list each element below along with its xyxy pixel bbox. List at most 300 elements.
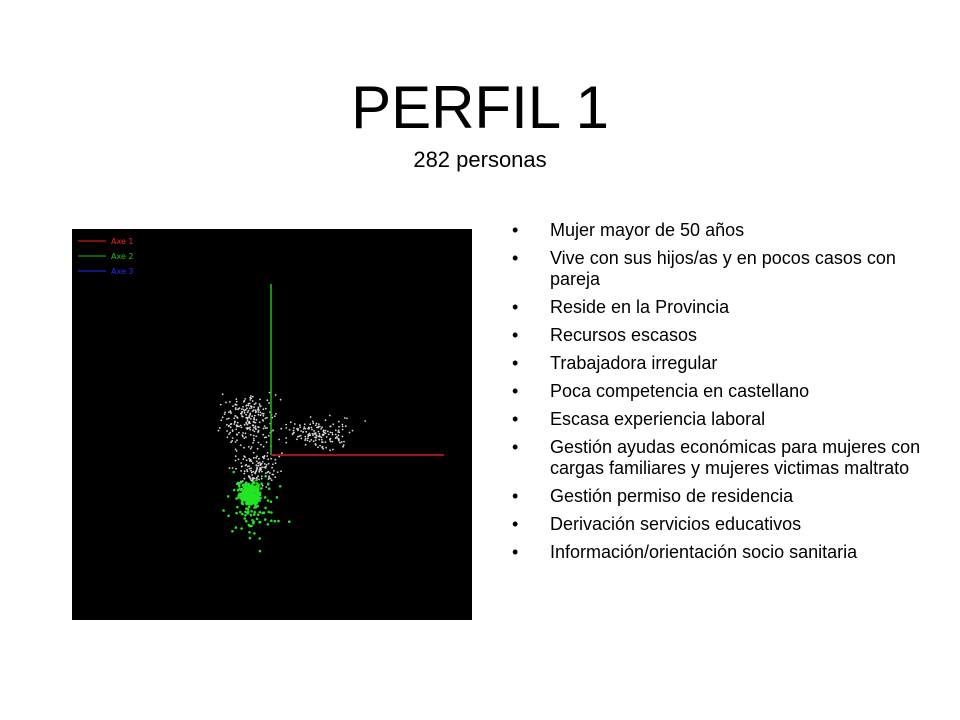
cloud-point: [235, 403, 237, 405]
cloud-point: [313, 440, 315, 442]
cloud-point: [247, 470, 249, 472]
cloud-point: [249, 408, 251, 410]
profile-point: [257, 491, 260, 494]
cloud-point: [258, 414, 260, 416]
bullet-marker: •: [512, 248, 519, 268]
profile-point: [288, 520, 291, 523]
cloud-point: [232, 405, 234, 407]
cloud-point: [260, 414, 262, 416]
cloud-point: [307, 440, 309, 442]
profile-point: [264, 507, 267, 510]
cloud-point: [342, 429, 344, 431]
profile-point: [249, 537, 252, 540]
cloud-point: [338, 431, 340, 433]
profile-point: [242, 489, 245, 492]
cloud-point: [338, 434, 340, 436]
cloud-point: [229, 432, 231, 434]
cloud-point: [244, 410, 246, 412]
cloud-point: [254, 415, 256, 417]
cloud-point: [265, 472, 267, 474]
list-item: [508, 325, 948, 346]
cloud-point: [267, 452, 269, 454]
cloud-point: [235, 455, 237, 457]
cloud-point: [343, 441, 345, 443]
cloud-point: [364, 420, 366, 422]
cloud-point: [342, 424, 344, 426]
cloud-point: [312, 422, 314, 424]
cloud-point: [244, 398, 246, 400]
cloud-point: [265, 418, 267, 420]
cloud-point: [243, 447, 245, 449]
cloud-point: [269, 392, 271, 394]
profile-point: [274, 520, 277, 523]
cloud-point: [262, 408, 264, 410]
list-item: [508, 297, 948, 318]
profile-point: [241, 513, 244, 516]
cloud-point: [244, 400, 246, 402]
cloud-point: [248, 410, 250, 412]
profile-point: [240, 527, 243, 530]
cloud-point: [258, 442, 260, 444]
cloud-point: [241, 426, 243, 428]
profile-point: [253, 486, 256, 489]
cloud-point: [322, 441, 324, 443]
profile-point: [242, 503, 245, 506]
profile-point: [246, 498, 249, 501]
cloud-point: [335, 429, 337, 431]
cloud-point: [337, 438, 339, 440]
cloud-point: [249, 399, 251, 401]
cloud-point: [331, 432, 333, 434]
cloud-point: [252, 462, 254, 464]
profile-point: [247, 487, 250, 490]
cloud-point: [294, 423, 296, 425]
cloud-point: [271, 479, 273, 481]
cloud-point: [251, 415, 253, 417]
bullet-marker: •: [512, 381, 519, 401]
cloud-point: [318, 431, 320, 433]
cloud-point: [252, 425, 254, 427]
cloud-point: [325, 447, 327, 449]
profile-point: [259, 521, 262, 524]
profile-point: [248, 531, 251, 534]
cloud-point: [326, 436, 328, 438]
cloud-point: [263, 415, 265, 417]
list-item: [508, 486, 948, 507]
cloud-point: [245, 436, 247, 438]
profile-point: [261, 512, 264, 515]
cloud-point: [235, 398, 237, 400]
cloud-point: [248, 405, 250, 407]
cloud-point: [319, 433, 321, 435]
cloud-point: [243, 437, 245, 439]
cloud-point: [285, 424, 287, 426]
list-item-text: Recursos escasos: [550, 325, 698, 345]
cloud-point: [255, 457, 257, 459]
cloud-point: [228, 418, 230, 420]
cloud-point: [241, 415, 243, 417]
cloud-point: [220, 419, 222, 421]
profile-point: [242, 496, 245, 499]
profile-point: [267, 483, 270, 486]
profile-point: [243, 517, 246, 520]
cloud-point: [310, 439, 312, 441]
cloud-point: [247, 411, 249, 413]
cloud-point: [232, 429, 234, 431]
bullet-marker: •: [512, 353, 519, 373]
cloud-point: [307, 434, 309, 436]
cloud-point: [262, 461, 264, 463]
cloud-point: [231, 423, 233, 425]
cloud-point: [256, 461, 258, 463]
cloud-point: [262, 434, 264, 436]
cloud-point: [309, 441, 311, 443]
cloud-point: [253, 438, 255, 440]
profile-point: [248, 506, 251, 509]
cloud-point: [255, 425, 257, 427]
cloud-point: [244, 424, 246, 426]
cloud-point: [303, 426, 305, 428]
cloud-point: [349, 432, 351, 434]
cloud-point: [250, 470, 252, 472]
cloud-point: [254, 431, 256, 433]
cloud-point: [299, 424, 301, 426]
cloud-point: [269, 472, 271, 474]
profile-characteristics-list: [508, 220, 948, 570]
cloud-point: [246, 459, 248, 461]
cloud-point: [280, 428, 282, 430]
cloud-point: [257, 407, 259, 409]
cloud-point: [312, 421, 314, 423]
profile-point: [268, 511, 271, 514]
cloud-point: [252, 429, 254, 431]
cloud-point: [253, 440, 255, 442]
cloud-point: [266, 464, 268, 466]
cloud-point: [235, 415, 237, 417]
cloud-point: [266, 441, 268, 443]
profile-point: [259, 550, 262, 553]
cloud-point: [335, 434, 337, 436]
cloud-point: [235, 449, 237, 451]
list-item-text: Poca competencia en castellano: [550, 381, 810, 401]
cloud-point: [244, 478, 246, 480]
profile-point: [250, 514, 253, 517]
cloud-point: [257, 411, 259, 413]
bullet-marker: •: [512, 220, 519, 240]
profile-point: [245, 520, 248, 523]
profile-point: [260, 487, 263, 490]
cloud-point: [343, 444, 345, 446]
cloud-point: [257, 462, 259, 464]
cloud-point: [325, 419, 327, 421]
cloud-point: [257, 426, 259, 428]
cloud-point: [264, 425, 266, 427]
profile-point: [258, 499, 261, 502]
cloud-point: [245, 432, 247, 434]
profile-point: [276, 496, 279, 499]
cloud-point: [245, 422, 247, 424]
cloud-point: [268, 402, 270, 404]
cloud-point: [274, 476, 276, 478]
cloud-point: [248, 458, 250, 460]
cloud-point: [277, 471, 279, 473]
profile-point: [259, 497, 262, 500]
cloud-point: [249, 415, 251, 417]
cloud-point: [259, 403, 261, 405]
profile-point: [256, 518, 259, 521]
factor-plot-canvas: [72, 229, 472, 620]
cloud-point: [253, 457, 255, 459]
cloud-point: [322, 448, 324, 450]
cloud-point: [316, 423, 318, 425]
cloud-point: [315, 424, 317, 426]
profile-point: [240, 481, 243, 484]
cloud-point: [253, 419, 255, 421]
cloud-point: [252, 400, 254, 402]
cloud-point: [341, 441, 343, 443]
cloud-point: [280, 399, 282, 401]
cloud-point: [229, 401, 231, 403]
profile-point: [255, 506, 258, 509]
cloud-point: [236, 450, 238, 452]
profile-point: [238, 484, 241, 487]
profile-point: [244, 491, 247, 494]
cloud-point: [250, 434, 252, 436]
profile-point: [245, 507, 248, 510]
cloud-point: [262, 420, 264, 422]
cloud-point: [258, 479, 260, 481]
profile-point: [251, 519, 254, 522]
list-item-text: Gestión permiso de residencia: [550, 486, 794, 506]
cloud-point: [304, 428, 306, 430]
cloud-point: [261, 478, 263, 480]
cloud-point: [311, 429, 313, 431]
cloud-point: [224, 412, 226, 414]
cloud-point: [338, 426, 340, 428]
cloud-point: [240, 462, 242, 464]
profile-point: [239, 511, 242, 514]
cloud-point: [305, 431, 307, 433]
list-item: [508, 353, 948, 374]
cloud-point: [236, 425, 238, 427]
cloud-point: [255, 435, 257, 437]
cloud-point: [330, 441, 332, 443]
legend-label: Axe 3: [111, 267, 134, 276]
cloud-point: [264, 463, 266, 465]
cloud-point: [253, 435, 255, 437]
cloud-point: [238, 432, 240, 434]
cloud-point: [242, 432, 244, 434]
legend-label: Axe 1: [111, 237, 134, 246]
cloud-point: [268, 435, 270, 437]
cloud-point: [330, 426, 332, 428]
cloud-point: [236, 439, 238, 441]
cloud-point: [332, 423, 334, 425]
cloud-point: [289, 429, 291, 431]
cloud-point: [298, 435, 300, 437]
cloud-point: [240, 470, 242, 472]
cloud-point: [323, 431, 325, 433]
profile-point: [241, 501, 244, 504]
cloud-point: [304, 436, 306, 438]
cloud-point: [293, 430, 295, 432]
cloud-point: [252, 410, 254, 412]
profile-point: [264, 496, 267, 499]
cloud-point: [219, 427, 221, 429]
cloud-point: [218, 430, 220, 432]
cloud-point: [327, 431, 329, 433]
cloud-point: [266, 417, 268, 419]
cloud-point: [242, 458, 244, 460]
cloud-point: [264, 455, 266, 457]
cloud-point: [318, 426, 320, 428]
profile-point: [259, 494, 262, 497]
list-item: [508, 514, 948, 535]
profile-point: [255, 479, 258, 482]
slide-title: PERFIL 1: [351, 74, 609, 141]
cloud-point: [275, 462, 277, 464]
cloud-point: [324, 433, 326, 435]
profile-point: [232, 471, 235, 474]
cloud-point: [330, 432, 332, 434]
cloud-point: [263, 413, 265, 415]
profile-point: [270, 511, 273, 514]
cloud-point: [253, 422, 255, 424]
cloud-point: [235, 441, 237, 443]
cloud-point: [226, 424, 228, 426]
cloud-point: [293, 427, 295, 429]
profile-point: [247, 512, 250, 515]
cloud-point: [256, 419, 258, 421]
cloud-point: [238, 426, 240, 428]
cloud-point: [318, 439, 320, 441]
profile-point-cloud: [222, 471, 290, 553]
cloud-point: [290, 421, 292, 423]
cloud-point: [268, 463, 270, 465]
profile-point: [250, 510, 253, 513]
cloud-point: [265, 486, 267, 488]
cloud-point: [261, 466, 263, 468]
cloud-point: [278, 456, 280, 458]
cloud-point: [296, 428, 298, 430]
cloud-point: [303, 428, 305, 430]
cloud-point: [248, 446, 250, 448]
cloud-point: [232, 467, 234, 469]
cloud-point: [253, 427, 255, 429]
profile-point: [260, 482, 263, 485]
factor-plot-image: [72, 229, 472, 620]
cloud-point: [267, 458, 269, 460]
cloud-point: [332, 434, 334, 436]
cloud-point: [241, 465, 243, 467]
cloud-point: [228, 411, 230, 413]
cloud-point: [325, 441, 327, 443]
profile-point: [258, 484, 261, 487]
cloud-point: [312, 434, 314, 436]
cloud-point: [252, 396, 254, 398]
cloud-point: [236, 433, 238, 435]
profile-point: [267, 499, 270, 502]
cloud-point: [260, 463, 262, 465]
profile-point: [235, 526, 238, 529]
cloud-point: [315, 439, 317, 441]
cloud-point: [249, 468, 251, 470]
cloud-point: [329, 449, 331, 451]
cloud-point: [352, 430, 354, 432]
cloud-point: [245, 417, 247, 419]
cloud-point: [243, 473, 245, 475]
profile-point: [222, 509, 225, 512]
profile-point: [259, 511, 262, 514]
profile-point: [258, 537, 261, 540]
cloud-point: [274, 415, 276, 417]
cloud-point: [255, 412, 257, 414]
bullet-marker: •: [512, 486, 519, 506]
cloud-point: [261, 471, 263, 473]
cloud-point: [329, 415, 331, 417]
point-cloud: [218, 392, 367, 496]
cloud-point: [228, 433, 230, 435]
cloud-point: [260, 444, 262, 446]
profile-point: [247, 501, 250, 504]
profile-point: [227, 495, 230, 498]
profile-point: [244, 511, 247, 514]
cloud-point: [265, 467, 267, 469]
cloud-point: [268, 475, 270, 477]
profile-point: [246, 503, 249, 506]
cloud-point: [253, 452, 255, 454]
cloud-point: [313, 430, 315, 432]
cloud-point: [309, 423, 311, 425]
cloud-point: [228, 425, 230, 427]
cloud-point: [250, 418, 252, 420]
cloud-point: [245, 409, 247, 411]
cloud-point: [339, 442, 341, 444]
cloud-point: [251, 474, 253, 476]
cloud-point: [222, 393, 224, 395]
cloud-point: [299, 426, 301, 428]
profile-point: [231, 530, 234, 533]
cloud-point: [253, 417, 255, 419]
profile-point: [238, 488, 241, 491]
cloud-point: [233, 417, 235, 419]
cloud-point: [229, 467, 231, 469]
cloud-point: [275, 413, 277, 415]
profile-point: [264, 475, 267, 478]
cloud-point: [331, 441, 333, 443]
profile-point: [244, 514, 247, 517]
cloud-point: [245, 414, 247, 416]
cloud-point: [249, 413, 251, 415]
cloud-point: [249, 476, 251, 478]
profile-point: [253, 511, 256, 514]
profile-point: [236, 483, 239, 486]
cloud-point: [342, 446, 344, 448]
cloud-point: [338, 440, 340, 442]
cloud-point: [251, 446, 253, 448]
profile-point: [253, 513, 256, 516]
cloud-point: [332, 449, 334, 451]
cloud-point: [237, 422, 239, 424]
cloud-point: [258, 409, 260, 411]
cloud-point: [285, 442, 287, 444]
list-item: [508, 542, 948, 563]
list-item-text: Trabajadora irregular: [550, 353, 718, 373]
cloud-point: [304, 423, 306, 425]
bullet-marker: •: [512, 514, 519, 534]
cloud-point: [230, 426, 232, 428]
cloud-point: [240, 444, 242, 446]
